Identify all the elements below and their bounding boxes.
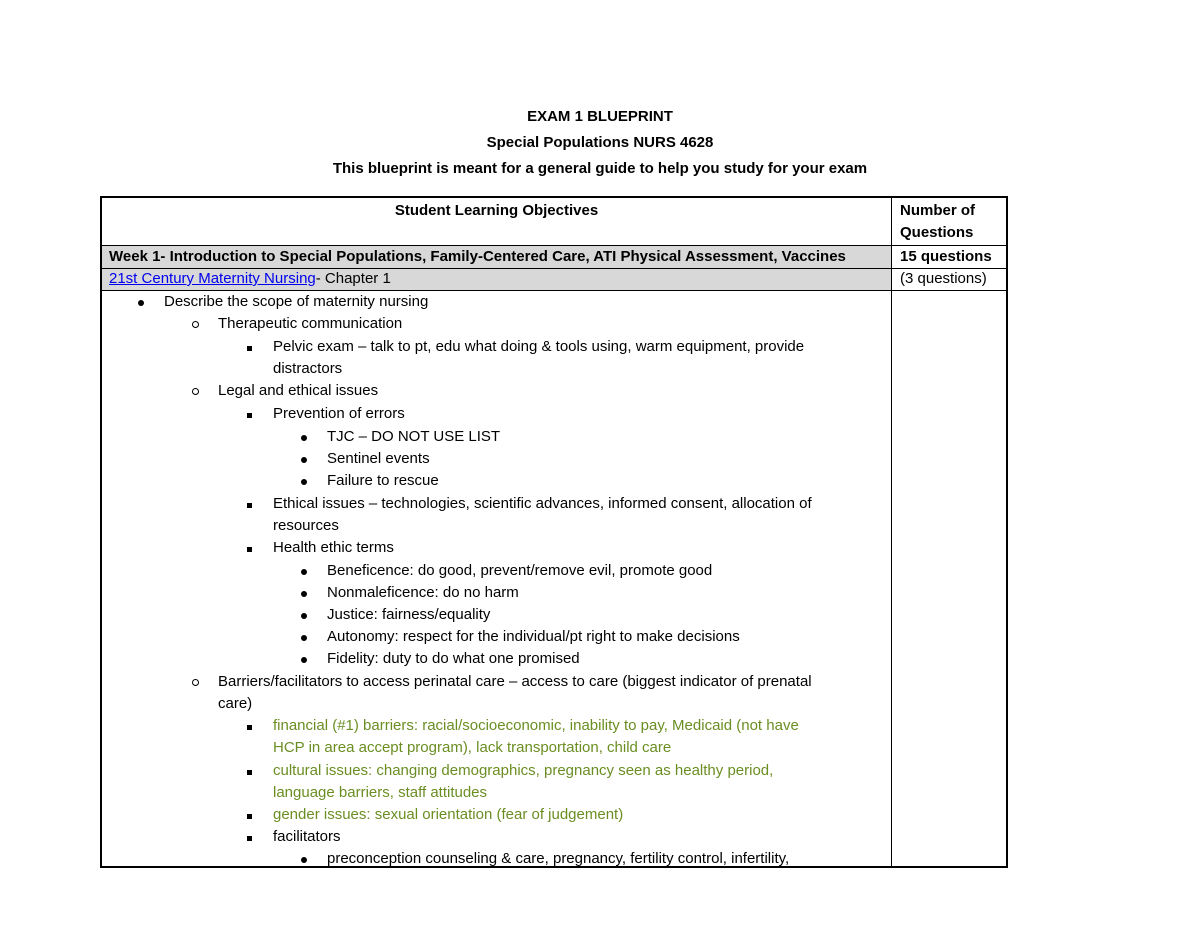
- bullet-dot-icon: [301, 560, 307, 582]
- bullet-dot-icon: [301, 626, 307, 648]
- chapter-suffix: - Chapter 1: [315, 270, 391, 287]
- bullet-dot-icon: [301, 426, 307, 448]
- outline-line: Prevention of errors: [273, 405, 405, 422]
- outline-line: Fidelity: duty to do what one promised: [327, 650, 580, 667]
- document-title: EXAM 1 BLUEPRINT: [527, 108, 673, 125]
- outline-line: Describe the scope of maternity nursing: [164, 293, 429, 310]
- outline-line: financial (#1) barriers: racial/socioeconomic, inability to pay, Medicaid (not have: [273, 717, 799, 734]
- bullet-square-icon: [247, 493, 252, 515]
- bullet-circle-icon: [192, 671, 199, 693]
- chapter-row: [109, 268, 391, 290]
- outline-line: Barriers/facilitators to access perinatal care – access to care (biggest indicator of prenatal: [218, 673, 812, 690]
- outline-line: Ethical issues – technologies, scientific advances, informed consent, allocation of: [273, 495, 812, 512]
- bullet-circle-icon: [192, 313, 199, 335]
- outline-line: Justice: fairness/equality: [327, 606, 491, 623]
- chapter-question-count: (3 questions): [900, 270, 987, 287]
- outline-line: Therapeutic communication: [218, 315, 403, 332]
- column-divider: [891, 198, 892, 866]
- course-title: Special Populations NURS 4628: [486, 134, 714, 151]
- outline-line: Failure to rescue: [327, 472, 439, 489]
- bullet-square-icon: [247, 336, 252, 358]
- outline-line: language barriers, staff attitudes: [273, 784, 488, 801]
- blueprint-table: [100, 196, 1008, 868]
- outline-line: Legal and ethical issues: [218, 382, 379, 399]
- outline-line: cultural issues: changing demographics, pregnancy seen as healthy period,: [273, 762, 774, 779]
- outline-line: preconception counseling & care, pregnancy, fertility control, infertility,: [327, 850, 790, 867]
- week-question-count: 15 questions: [900, 248, 992, 265]
- objectives-header: Student Learning Objectives: [394, 202, 599, 219]
- outline-line: Autonomy: respect for the individual/pt right to make decisions: [327, 628, 740, 645]
- bullet-square-icon: [247, 715, 252, 737]
- outline-line: resources: [273, 517, 339, 534]
- week-row-title: Week 1- Introduction to Special Populations, Family-Centered Care, ATI Physical Assessment, Vaccines: [109, 248, 846, 265]
- outline-line: Beneficence: do good, prevent/remove evil, promote good: [327, 562, 713, 579]
- outline-line: Pelvic exam – talk to pt, edu what doing & tools using, warm equipment, provide: [273, 338, 805, 355]
- outline-line: HCP in area accept program), lack transportation, child care: [273, 739, 672, 756]
- bullet-dot-icon: [138, 291, 144, 313]
- bullet-square-icon: [247, 804, 252, 826]
- outline-line: TJC – DO NOT USE LIST: [327, 428, 501, 445]
- outline-line: Sentinel events: [327, 450, 430, 467]
- outline-line: Health ethic terms: [273, 539, 394, 556]
- outline-line: gender issues: sexual orientation (fear of judgement): [273, 806, 624, 823]
- count-header: Number of Questions: [900, 202, 975, 241]
- bullet-square-icon: [247, 537, 252, 559]
- bullet-circle-icon: [192, 380, 199, 402]
- bullet-dot-icon: [301, 648, 307, 670]
- bullet-square-icon: [247, 760, 252, 782]
- outline-line: facilitators: [273, 828, 341, 845]
- bullet-square-icon: [247, 403, 252, 425]
- blueprint-note: This blueprint is meant for a general guide to help you study for your exam: [332, 160, 868, 177]
- outline-line: Nonmaleficence: do no harm: [327, 584, 519, 601]
- chapter-link[interactable]: 21st Century Maternity Nursing: [109, 270, 316, 287]
- bullet-dot-icon: [301, 604, 307, 626]
- bullet-dot-icon: [301, 470, 307, 492]
- bullet-dot-icon: [301, 448, 307, 470]
- bullet-square-icon: [247, 826, 252, 848]
- outline-line: care): [218, 695, 253, 712]
- bullet-dot-icon: [301, 848, 307, 870]
- outline-line: distractors: [273, 360, 343, 377]
- bullet-dot-icon: [301, 582, 307, 604]
